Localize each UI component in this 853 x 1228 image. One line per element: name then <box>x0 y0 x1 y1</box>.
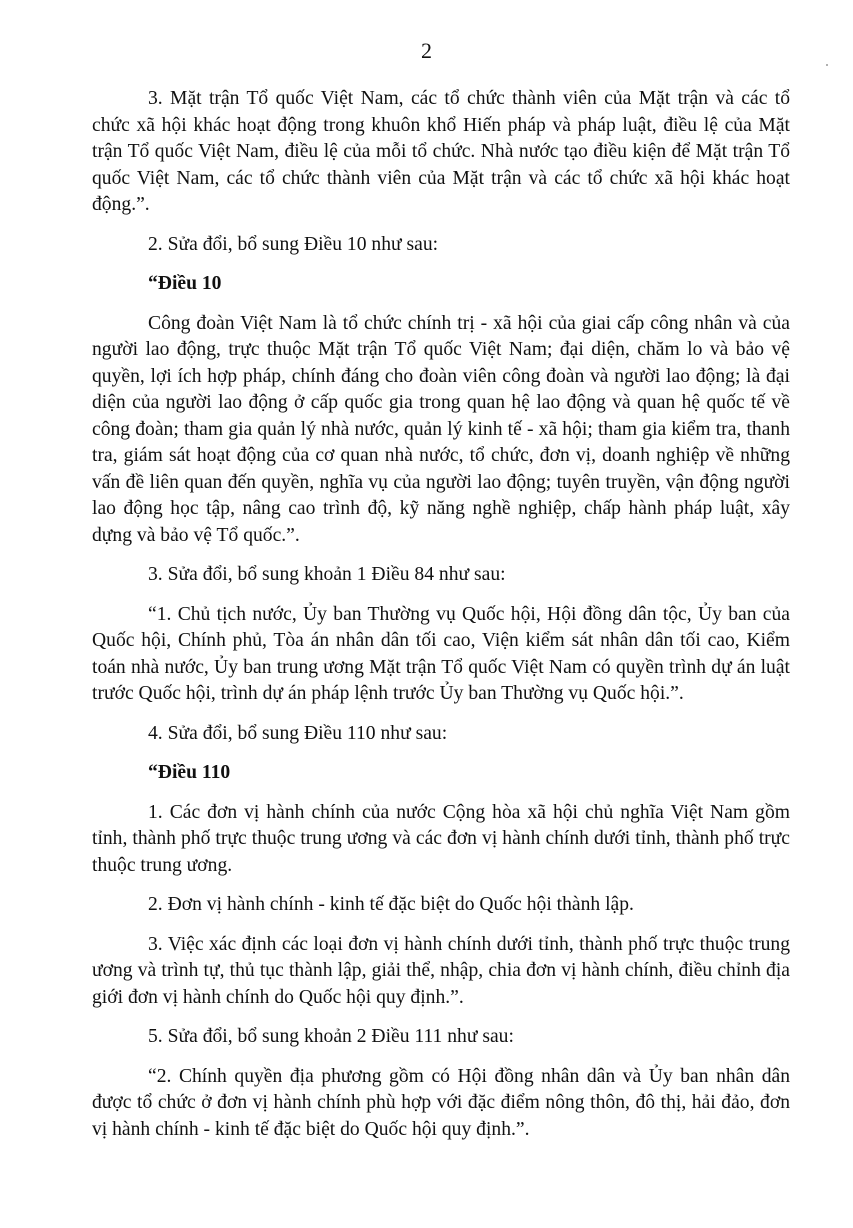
paragraph-amend-article-10: 2. Sửa đổi, bổ sung Điều 10 như sau: <box>148 233 439 255</box>
paragraph-article-84-clause-1: “1. Chủ tịch nước, Ủy ban Thường vụ Quốc hội, Hội đồng dân tộc, Ủy ban của Quốc hội, Chính phủ, Tòa án nhân dân tối cao, Viện kiểm sát nhân dân tối cao, Kiểm toán nhà nước, Ủy ban trung ương Mặt trận Tổ quốc Việt Nam có quyền trình dự án luật trước Quốc hội, trình dự án pháp lệnh trước Ủy ban Thường vụ Quốc hội.”. <box>92 603 790 704</box>
paragraph-amend-article-110: 4. Sửa đổi, bổ sung Điều 110 như sau: <box>148 722 448 744</box>
paragraph-article-110-clause-1: 1. Các đơn vị hành chính của nước Cộng hòa xã hội chủ nghĩa Việt Nam gồm tỉnh, thành phố trực thuộc trung ương và các đơn vị hành chính dưới tỉnh, thành phố trực thuộc trung ương. <box>92 801 790 876</box>
heading-article-10: “Điều 10 <box>148 273 222 294</box>
paragraph-amend-article-111: 5. Sửa đổi, bổ sung khoản 2 Điều 111 như sau: <box>148 1026 514 1047</box>
page-number: 2 <box>421 38 432 63</box>
document-body <box>92 86 790 1156</box>
paragraph-article-111-clause-2: “2. Chính quyền địa phương gồm có Hội đồng nhân dân và Ủy ban nhân dân được tổ chức ở đơn vị hành chính phù hợp với đặc điểm nông thôn, đô thị, hải đảo, đơn vị hành chính - kinh tế đặc biệt do Quốc hội quy định.”. <box>92 1065 790 1140</box>
paragraph-article-110-clause-2: 2. Đơn vị hành chính - kinh tế đặc biệt do Quốc hội thành lập. <box>148 894 634 915</box>
paragraph-article-110-clause-3: 3. Việc xác định các loại đơn vị hành chính dưới tỉnh, thành phố trực thuộc trung ương và trình tự, thủ tục thành lập, giải thể, nhập, chia đơn vị hành chính, điều chỉnh địa giới đơn vị hành chính do Quốc hội quy định.”. <box>92 933 790 1008</box>
paragraph-clause-3-front: 3. Mặt trận Tổ quốc Việt Nam, các tổ chức thành viên của Mặt trận và các tổ chức xã hội khác hoạt động trong khuôn khổ Hiến pháp và pháp luật, điều lệ của Mặt trận Tổ quốc Việt Nam, điều lệ của mỗi tổ chức. Nhà nước tạo điều kiện để Mặt trận Tổ quốc Việt Nam, các tổ chức thành viên của Mặt trận và các tổ chức xã hội khác hoạt động.”. <box>92 88 790 215</box>
scan-speck <box>826 64 828 66</box>
heading-article-110: “Điều 110 <box>148 762 231 783</box>
paragraph-article-10-body: Công đoàn Việt Nam là tổ chức chính trị - xã hội của giai cấp công nhân và của người lao động, trực thuộc Mặt trận Tổ quốc Việt Nam; đại diện, chăm lo và bảo vệ quyền, lợi ích hợp pháp, chính đáng cho đoàn viên công đoàn và người lao động; là đại diện của người lao động ở cấp quốc gia trong quan hệ lao động và quan hệ quốc tế về công đoàn; tham gia quản lý nhà nước, quản lý kinh tế - xã hội; tham gia kiểm tra, thanh tra, giám sát hoạt động của cơ quan nhà nước, tổ chức, đơn vị, doanh nghiệp về những vấn đề liên quan đến quyền, nghĩa vụ của người lao động; tuyên truyền, vận động người lao động học tập, nâng cao trình độ, kỹ năng nghề nghiệp, chấp hành pháp luật, xây dựng và bảo vệ Tổ quốc.”. <box>92 312 790 546</box>
paragraph-amend-article-84: 3. Sửa đổi, bổ sung khoản 1 Điều 84 như sau: <box>148 564 506 585</box>
